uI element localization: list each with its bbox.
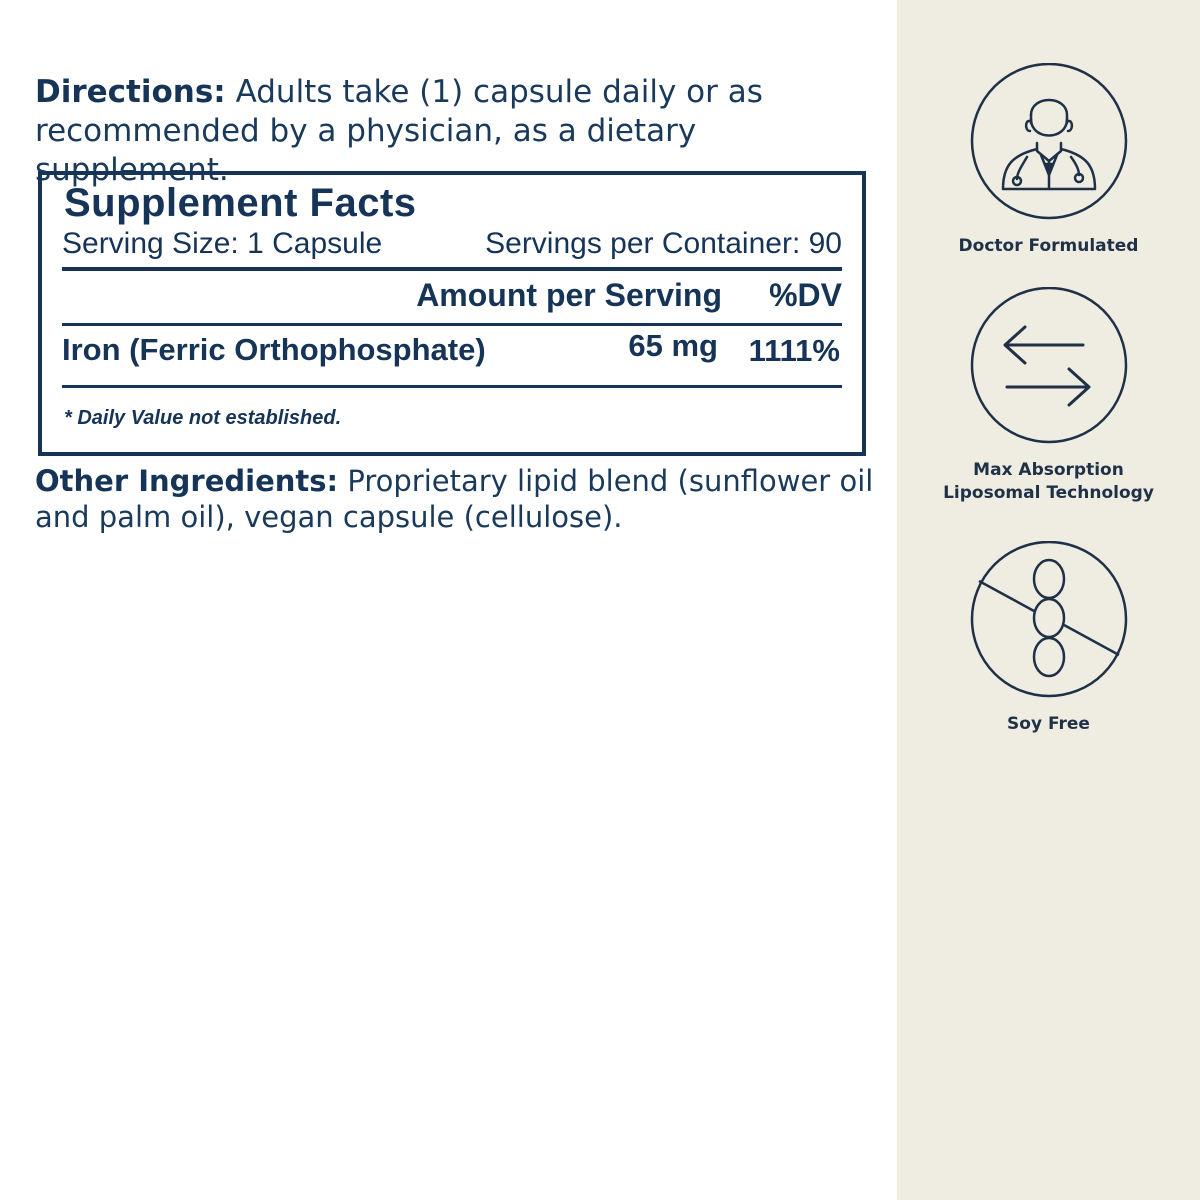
badge-label-line1: Max Absorption [973,460,1124,480]
other-ingredients-label: Other Ingredients: [35,464,339,498]
nutrient-dv: 1111% [748,333,840,368]
amount-per-serving-header: Amount per Serving [416,277,722,313]
serving-size: Serving Size: 1 Capsule [62,227,383,260]
badge-label: Doctor Formulated [958,236,1139,256]
badge-soy-free [897,541,1200,736]
badge-label: Soy Free [1007,714,1090,734]
badges-sidebar [897,0,1200,1200]
divider [62,385,842,388]
supplement-facts-panel [38,171,866,456]
other-ingredients-body: Proprietary lipid blend (sunflower oil and palm oil), vegan capsule (cellulose). [35,464,874,534]
doctor-icon [969,63,1129,223]
nutrient-name: Iron (Ferric Orthophosphate) [62,332,486,367]
divider [62,323,842,326]
directions-body: Adults take (1) capsule daily or as recommended by a physician, as a dietary supplement. [35,74,763,188]
nutrient-amount: 65 mg [628,328,718,363]
badge-label-line2: Liposomal Technology [943,483,1154,503]
supplement-facts-title: Supplement Facts [64,181,417,225]
thick-divider [62,267,842,271]
dv-header: %DV [769,277,842,313]
no-soy-icon [969,541,1129,701]
badge-max-absorption [897,287,1200,505]
other-ingredients-text [35,463,875,535]
badge-doctor-formulated [897,63,1200,258]
arrows-exchange-icon [969,287,1129,447]
directions-label: Directions: [35,74,226,110]
servings-per-container: Servings per Container: 90 [485,227,842,260]
footnote: * Daily Value not established. [64,407,342,429]
